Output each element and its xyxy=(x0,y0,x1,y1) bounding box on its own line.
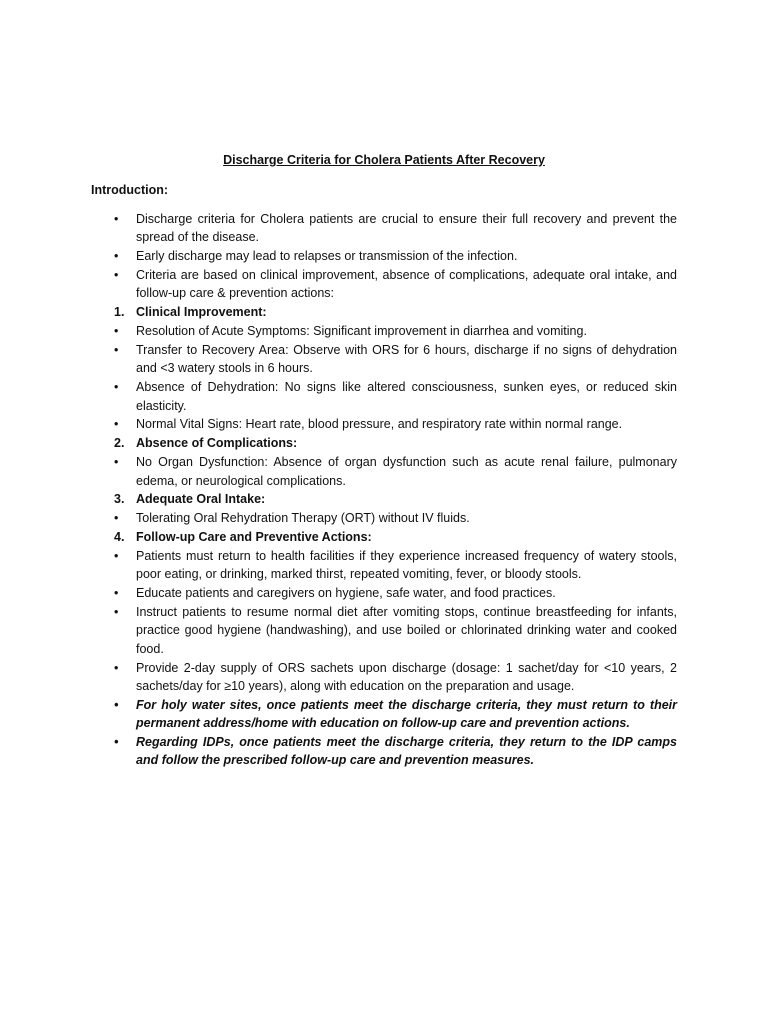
bullet-marker: • xyxy=(114,343,119,358)
section-heading xyxy=(114,490,677,508)
list-item-text: Tolerating Oral Rehydration Therapy (ORT) without IV fluids. xyxy=(136,511,470,526)
list-item xyxy=(114,584,677,602)
bullet-marker: • xyxy=(114,417,119,432)
bullet-marker: • xyxy=(114,586,119,601)
bullet-marker: • xyxy=(114,735,119,749)
list-item xyxy=(114,266,677,303)
section-number: 4. xyxy=(114,530,125,545)
list-item-text: Normal Vital Signs: Heart rate, blood pressure, and respiratory rate within normal range. xyxy=(136,417,623,432)
list-item xyxy=(114,378,677,415)
section-heading xyxy=(114,528,677,546)
bullet-marker: • xyxy=(114,697,119,712)
section-heading-text: Clinical Improvement: xyxy=(136,305,267,320)
list-item-text: Discharge criteria for Cholera patients are crucial to ensure their full recovery and prevent the spread of the disease. xyxy=(136,212,677,245)
section-number: 3. xyxy=(114,492,125,507)
list-item xyxy=(114,247,677,265)
section-heading xyxy=(114,303,677,321)
list-item-text: Patients must return to health facilities if they experience increased frequency of watery stools, poor eating, or drinking, marked thirst, repeated vomiting, fever, or bloody stools. xyxy=(136,549,677,582)
section-heading xyxy=(114,434,677,452)
list-item-text: Transfer to Recovery Area: Observe with ORS for 6 hours, discharge if no signs of dehydration and <3 watery stools in 6 hours. xyxy=(136,343,677,376)
bullet-marker: • xyxy=(114,549,119,564)
bullet-marker: • xyxy=(114,605,119,620)
section-heading-text: Follow-up Care and Preventive Actions: xyxy=(136,530,372,545)
list-item-text: Resolution of Acute Symptoms: Significant improvement in diarrhea and vomiting. xyxy=(136,324,587,339)
list-item-text: Instruct patients to resume normal diet after vomiting stops, continue breastfeeding for infants, practice good hygiene (handwashing), and use boiled or chlorinated drinking water and cooked food. xyxy=(136,605,677,656)
list-item xyxy=(114,453,677,490)
criteria-list xyxy=(114,210,677,770)
list-item-text: Regarding IDPs, once patients meet the discharge criteria, they return to the IDP camps and follow the prescribed follow-up care and prevention measures. xyxy=(136,735,677,768)
bullet-marker: • xyxy=(114,660,119,675)
list-item-text: Early discharge may lead to relapses or transmission of the infection. xyxy=(136,249,518,264)
section-number: 2. xyxy=(114,436,125,451)
list-item-text: For holy water sites, once patients meet the discharge criteria, they must return to their permanent address/home with education on follow-up care and prevention actions. xyxy=(136,697,677,731)
list-item xyxy=(114,210,677,247)
list-item-text: Provide 2-day supply of ORS sachets upon discharge (dosage: 1 sachet/day for <10 years, 2 sachets/day for ≥10 years), along with education on the preparation and usage. xyxy=(136,660,677,693)
bullet-marker: • xyxy=(114,324,119,339)
list-item xyxy=(114,341,677,378)
section-number: 1. xyxy=(114,305,125,320)
list-item xyxy=(114,322,677,340)
document-title: Discharge Criteria for Cholera Patients After Recovery xyxy=(223,153,545,167)
list-item-text: Absence of Dehydration: No signs like altered consciousness, sunken eyes, or reduced skin elasticity. xyxy=(136,380,677,413)
list-item-emphasis xyxy=(114,696,677,733)
introduction-heading: Introduction: xyxy=(91,183,169,197)
list-item xyxy=(114,659,677,696)
list-item xyxy=(114,415,677,433)
bullet-marker: • xyxy=(114,268,119,283)
list-item xyxy=(114,603,677,658)
bullet-marker: • xyxy=(114,212,119,226)
section-heading-text: Absence of Complications: xyxy=(136,436,298,451)
list-item xyxy=(114,547,677,584)
list-item-text: Educate patients and caregivers on hygiene, safe water, and food practices. xyxy=(136,586,556,601)
bullet-marker: • xyxy=(114,249,119,264)
list-item xyxy=(114,509,677,527)
list-item-emphasis xyxy=(114,733,677,770)
list-item-text: No Organ Dysfunction: Absence of organ dysfunction such as acute renal failure, pulmonary edema, or neurological complications. xyxy=(136,455,677,488)
bullet-marker: • xyxy=(114,380,119,395)
section-heading-text: Adequate Oral Intake: xyxy=(136,492,266,507)
list-item-text: Criteria are based on clinical improvement, absence of complications, adequate oral intake, and follow-up care & prevention actions: xyxy=(136,268,677,301)
bullet-marker: • xyxy=(114,455,119,470)
bullet-marker: • xyxy=(114,511,119,526)
